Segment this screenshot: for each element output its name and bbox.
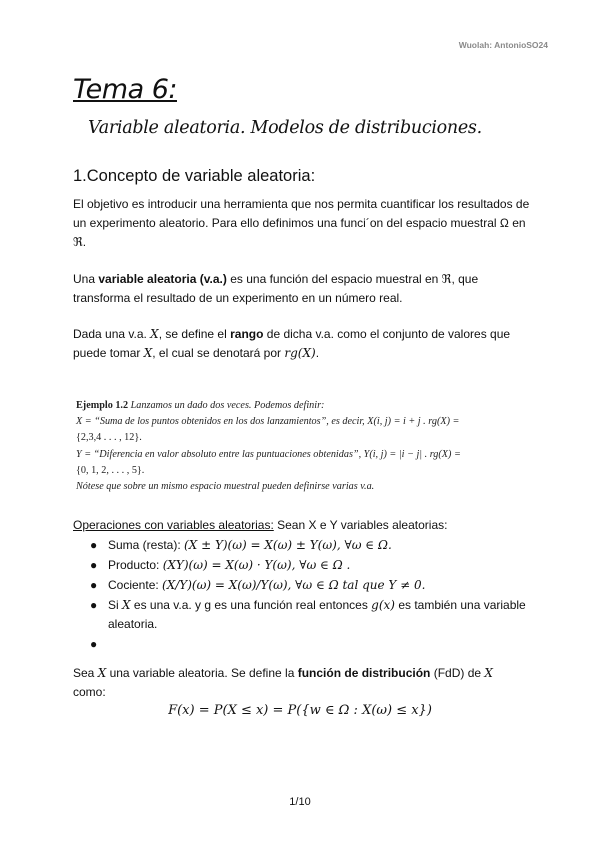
bullet-icon: ●: [90, 598, 98, 612]
operations-intro: Sean X e Y variables aleatorias:: [273, 518, 448, 532]
definition-line-1: [73, 270, 533, 289]
op-formula-product: (XY)(ω) = X(ω) · Y(ω), ∀ω ∈ Ω .: [162, 558, 351, 572]
fdd-text-1: Sea: [73, 666, 98, 680]
example-line-5: Nótese que sobre un mismo espacio muestral pueden definirse varias v.a.: [76, 481, 375, 493]
example-intro: Lanzamos un dado dos veces. Podemos definir:: [130, 400, 325, 411]
range-text-1: Dada una v.a.: [73, 327, 151, 341]
op-label-quotient: Cociente:: [108, 578, 163, 592]
range-line-2: [73, 344, 533, 363]
example-line-2: {2,3,4 . . . , 12}.: [76, 432, 142, 444]
range-text-5: , el cual se denotará por: [152, 346, 285, 360]
op-label-product: Producto:: [108, 558, 163, 572]
bullet-icon: ●: [90, 578, 98, 592]
op-compose-var: X: [122, 598, 131, 612]
example-line-0: [76, 398, 528, 414]
list-item: [90, 536, 530, 555]
intro-line-2: un experimento aleatorio. Para ello definimos una funci´on del espacio muestral Ω en: [73, 216, 526, 230]
op-label-sum: Suma (resta):: [108, 538, 185, 552]
range-term: rango: [230, 327, 264, 341]
operations-heading-line: [73, 516, 533, 535]
definition-prefix: Una: [73, 272, 99, 286]
fdd-formula: F(x) = P(X ≤ x) = P({w ∈ Ω : X(ω) ≤ x}): [168, 703, 432, 718]
fdd-var-x: X: [97, 666, 107, 680]
page-number: 1/10: [289, 796, 311, 808]
op-compose-text-1: Si: [108, 598, 123, 612]
page-title: Tema 6:: [73, 74, 177, 105]
definition-line-2: transforma el resultado de un experimento en un número real.: [73, 291, 403, 305]
range-text-3: de dicha v.a. como el conjunto de valores que: [263, 327, 511, 341]
example-line-1: X = “Suma de los puntos obtenidos en los dos lanzamientos”, es decir, X(i, j) = i + j . rg(X) =: [76, 416, 460, 428]
range-var-x-2: X: [143, 346, 153, 360]
example-line-4: {0, 1, 2, . . . , 5}.: [76, 464, 145, 476]
intro-paragraph: [73, 195, 533, 252]
section-heading: 1.Concepto de variable aleatoria:: [73, 167, 316, 185]
op-compose-gx: g(x): [371, 598, 395, 612]
fdd-var-x-2: X: [484, 666, 493, 680]
fdd-text-2: una variable aleatoria. Se define la: [106, 666, 298, 680]
fdd-line-1: [73, 664, 533, 683]
definition-paragraph: [73, 270, 533, 308]
op-compose-text-4: aleatoria.: [108, 617, 158, 631]
bullet-icon: ●: [90, 637, 98, 651]
intro-line-3: ℜ.: [73, 235, 87, 249]
operations-list: [90, 536, 530, 651]
fdd-line-2: como:: [73, 685, 106, 699]
list-item: [90, 576, 530, 595]
range-text-6: .: [315, 346, 320, 360]
range-text-4: puede tomar: [73, 346, 144, 360]
example-line-3: Y = “Diferencia en valor absoluto entre las puntuaciones obtenidas”, Y(i, j) = |i − j| . rg(X) =: [76, 448, 461, 460]
intro-line-1: El objetivo es introducir una herramienta que nos permita cuantificar los resultados de: [73, 197, 530, 211]
definition-term: variable aleatoria (v.a.): [98, 272, 227, 286]
operations-heading: Operaciones con variables aleatorias:: [73, 518, 274, 532]
header-author: Wuolah: AntonioSO24: [458, 40, 548, 50]
fdd-term: función de distribución: [297, 666, 431, 680]
list-item: [90, 596, 530, 634]
range-line-1: [73, 325, 533, 344]
range-rg: rg(X): [284, 346, 316, 360]
page-subtitle: Variable aleatoria. Modelos de distribuciones.: [88, 118, 482, 138]
range-paragraph: [73, 325, 533, 363]
example-label: Ejemplo 1.2: [76, 400, 129, 411]
definition-rest: es una función del espacio muestral en ℜ, que: [226, 272, 479, 286]
op-formula-sum: (X ± Y)(ω) = X(ω) ± Y(ω), ∀ω ∈ Ω.: [184, 538, 392, 552]
example-box: [76, 398, 528, 495]
range-text-2: , se define el: [158, 327, 231, 341]
fdd-text-3: (FdD) de: [430, 666, 485, 680]
bullet-icon: ●: [90, 538, 98, 552]
op-compose-text-3: es también una variable: [394, 598, 526, 612]
range-var-x: X: [150, 327, 159, 341]
fdd-paragraph: [73, 664, 533, 702]
op-compose-text-2: es una v.a. y g es una función real entonces: [130, 598, 372, 612]
op-formula-quotient: (X/Y)(ω) = X(ω)/Y(ω), ∀ω ∈ Ω tal que Y ≠ 0.: [162, 578, 426, 592]
list-item: [90, 556, 530, 575]
bullet-icon: ●: [90, 558, 98, 572]
